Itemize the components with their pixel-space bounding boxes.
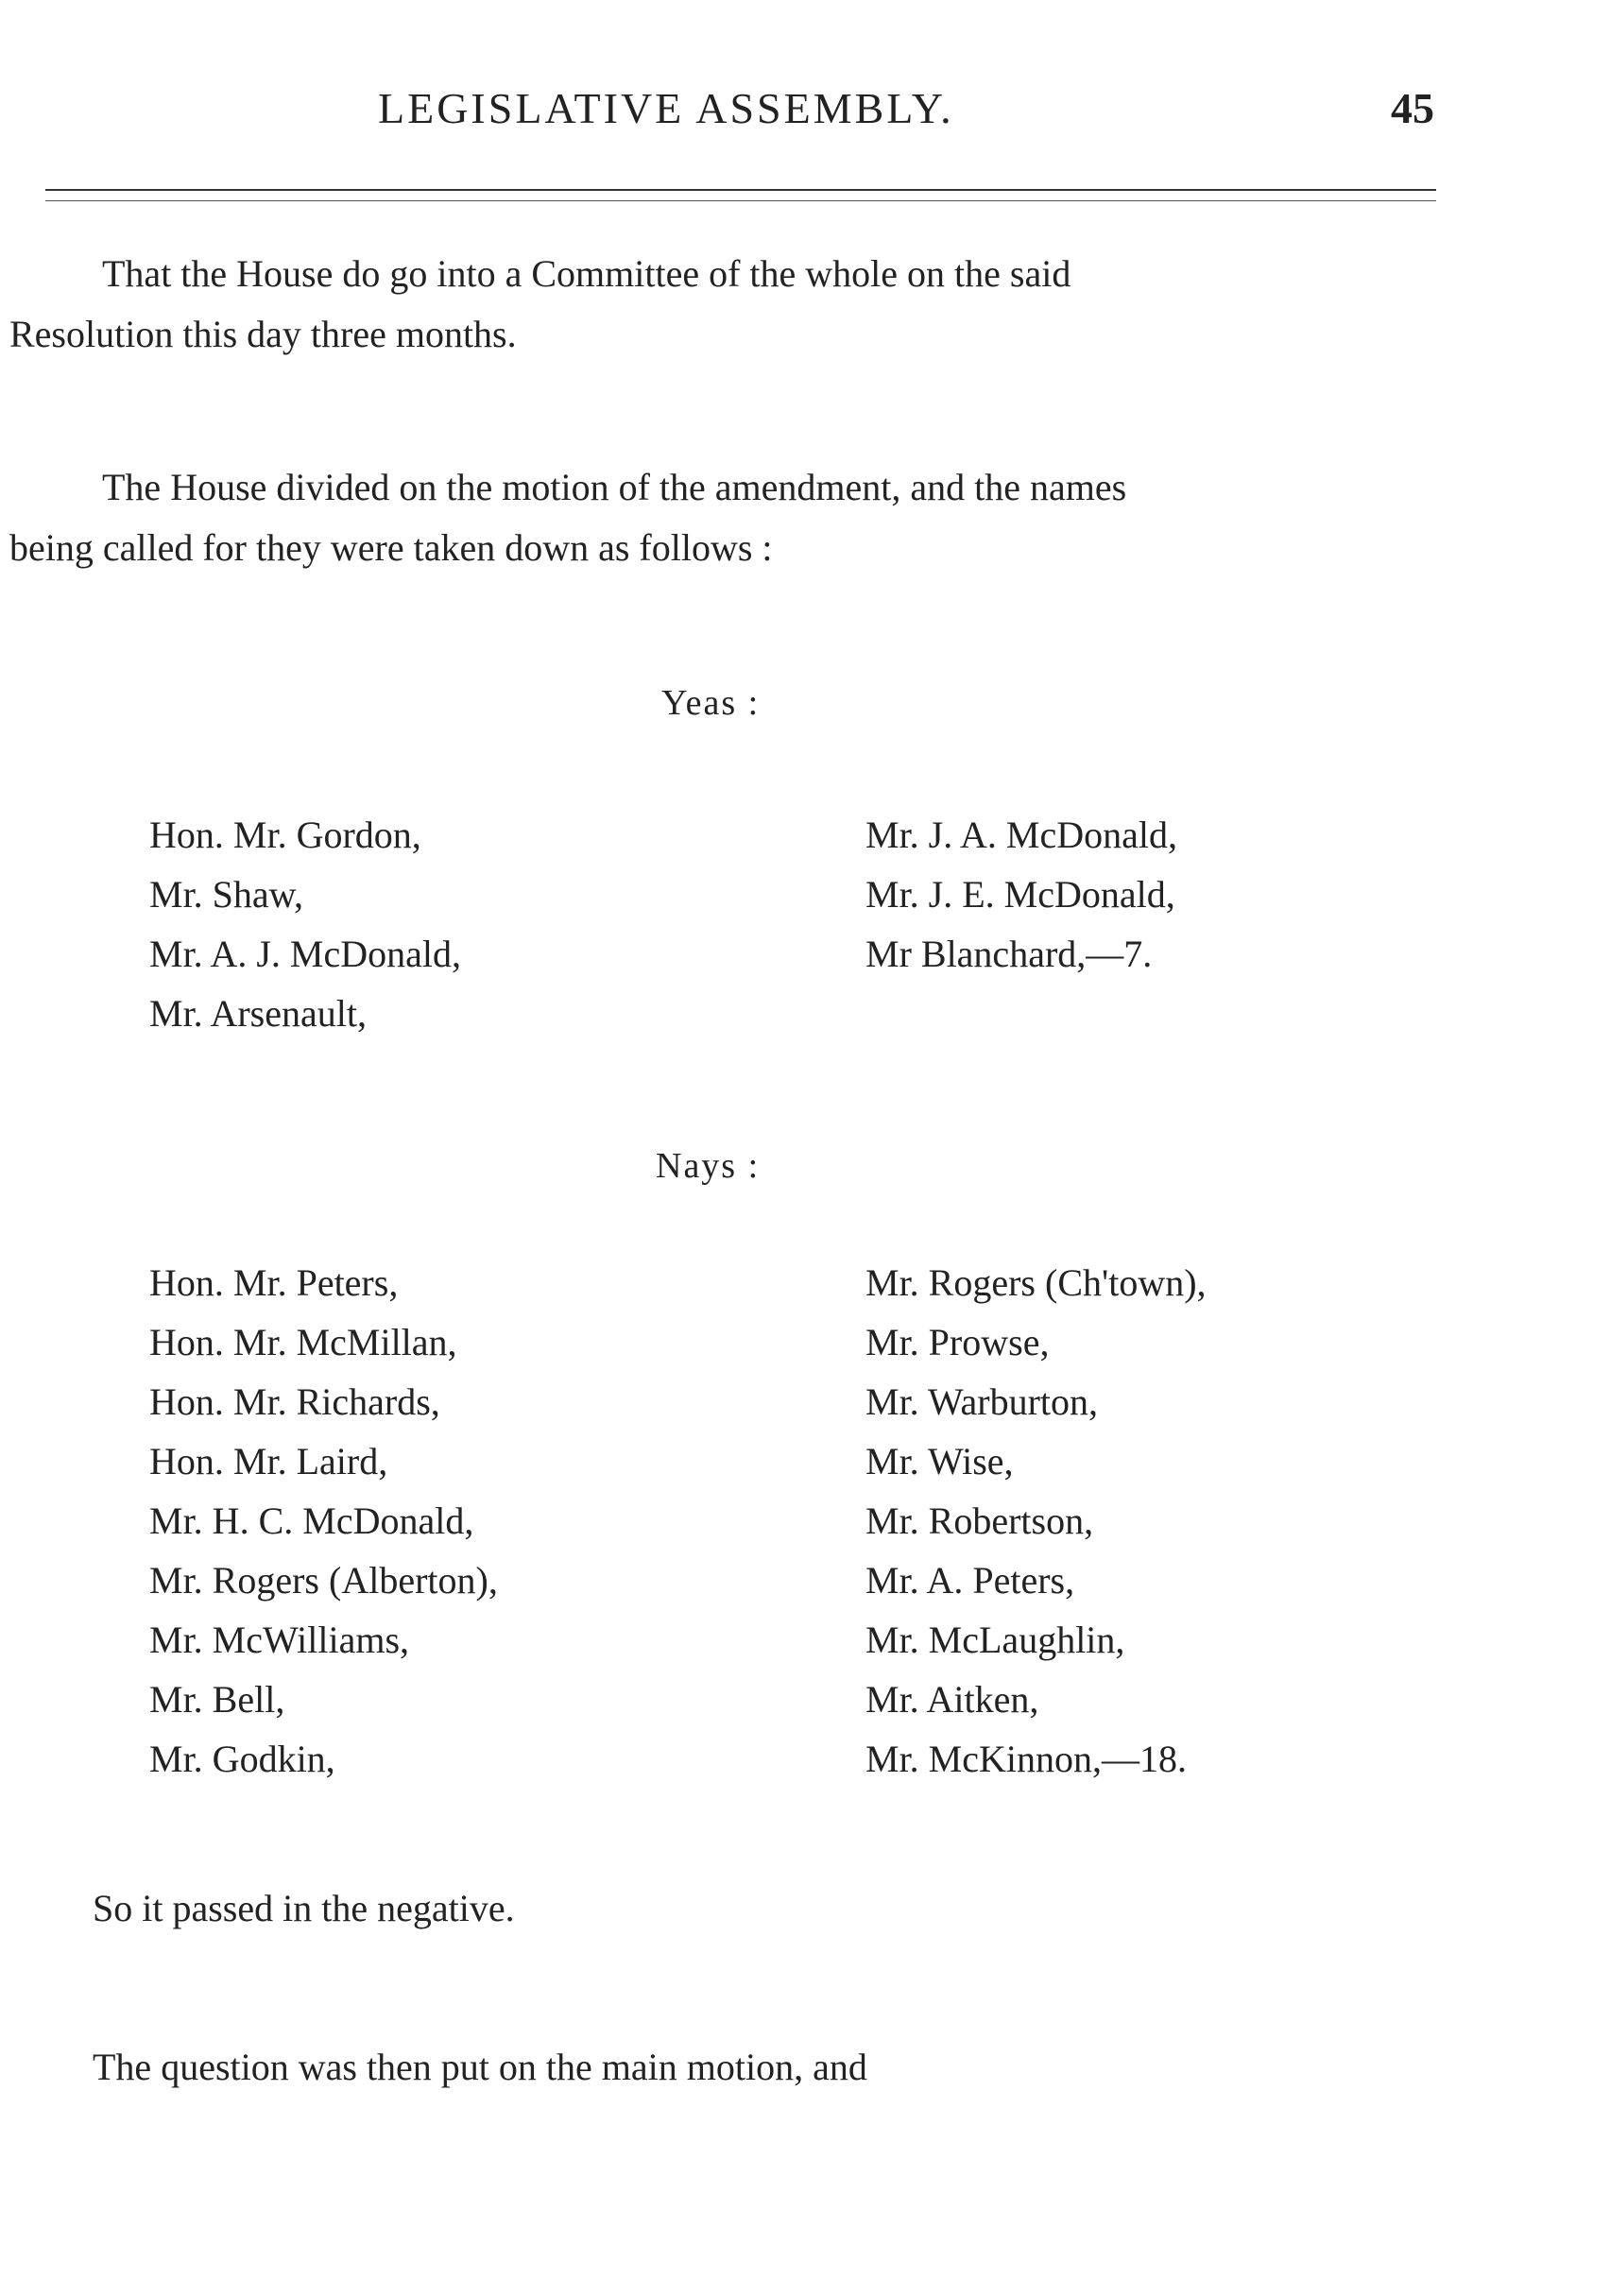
member-name: Mr. McWilliams,	[149, 1619, 410, 1661]
yeas-list-right	[865, 805, 1177, 984]
paragraph-line: That the House do go into a Committee of the whole on the said	[102, 252, 1071, 295]
main-motion-paragraph: The question was then put on the main motion, and	[93, 2046, 867, 2088]
nays-list-right	[865, 1253, 1207, 1789]
member-name: Mr. Prowse,	[865, 1321, 1050, 1363]
member-name: Mr. J. E. McDonald,	[865, 873, 1175, 916]
member-name: Mr. A. Peters,	[865, 1559, 1075, 1602]
yeas-list-left	[149, 805, 461, 1043]
member-name: Mr. Bell,	[149, 1678, 285, 1721]
yeas-heading: Yeas :	[661, 683, 761, 723]
member-name: Mr. H. C. McDonald,	[149, 1499, 474, 1542]
member-name: Mr. Robertson,	[865, 1499, 1094, 1542]
member-name: Mr. Arsenault,	[149, 992, 367, 1035]
member-name: Mr. Rogers (Ch'town),	[865, 1261, 1207, 1304]
member-name: Mr. A. J. McDonald,	[149, 933, 461, 975]
member-name: Mr. McLaughlin,	[865, 1619, 1125, 1661]
member-name: Mr. Warburton,	[865, 1380, 1099, 1423]
member-name: Mr Blanchard,—7.	[865, 933, 1153, 975]
paragraph-line: The House divided on the motion of the amendment, and the names	[102, 466, 1127, 508]
member-name: Mr. J. A. McDonald,	[865, 814, 1177, 856]
nays-heading: Nays :	[656, 1146, 761, 1186]
member-name: Hon. Mr. McMillan,	[149, 1321, 457, 1363]
header-rule-thin	[45, 200, 1436, 201]
member-name: Hon. Mr. Peters,	[149, 1261, 399, 1304]
member-name: Mr. McKinnon,—18.	[865, 1738, 1187, 1780]
member-name: Mr. Wise,	[865, 1440, 1014, 1482]
member-name: Mr. Rogers (Alberton),	[149, 1559, 498, 1602]
member-name: Mr. Aitken,	[865, 1678, 1039, 1721]
result-paragraph: So it passed in the negative.	[93, 1887, 515, 1929]
running-head: LEGISLATIVE ASSEMBLY.	[378, 84, 954, 132]
amendment-paragraph	[9, 244, 1436, 365]
member-name: Hon. Mr. Richards,	[149, 1380, 440, 1423]
member-name: Mr. Godkin,	[149, 1738, 335, 1780]
member-name: Hon. Mr. Gordon,	[149, 814, 421, 856]
member-name: Mr. Shaw,	[149, 873, 303, 916]
paragraph-line: Resolution this day three months.	[9, 313, 517, 355]
header-rule-thick	[45, 189, 1436, 191]
member-name: Hon. Mr. Laird,	[149, 1440, 388, 1482]
nays-list-left	[149, 1253, 498, 1789]
paragraph-line: being called for they were taken down as follows :	[9, 526, 773, 569]
page-number: 45	[1391, 84, 1434, 132]
division-paragraph	[9, 457, 1436, 578]
